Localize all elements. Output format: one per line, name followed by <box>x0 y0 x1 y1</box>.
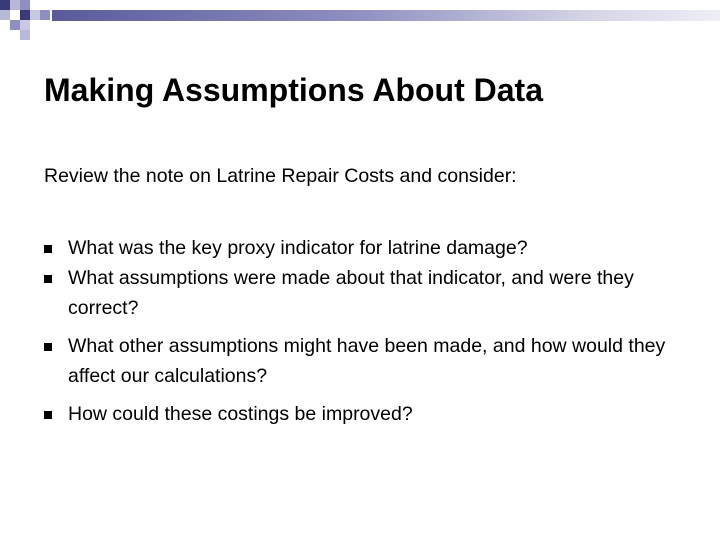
slide-title: Making Assumptions About Data <box>44 72 543 108</box>
bullet-item <box>44 233 684 263</box>
square-bullet-icon <box>44 411 52 419</box>
bullet-text: What was the key proxy indicator for latrine damage? <box>68 237 528 259</box>
banner-square-icon <box>30 10 40 20</box>
banner-square-icon <box>0 0 10 10</box>
banner-square-icon <box>20 20 30 30</box>
bullet-item <box>44 263 684 323</box>
bullet-item <box>44 331 684 391</box>
intro-text: Review the note on Latrine Repair Costs and consider: <box>44 165 517 187</box>
bullet-list <box>44 233 684 429</box>
bullet-text: How could these costings be improved? <box>68 403 413 425</box>
banner-square-icon <box>20 10 30 20</box>
banner-square-icon <box>20 0 30 10</box>
square-bullet-icon <box>44 343 52 351</box>
banner-square-icon <box>10 0 20 10</box>
bullet-text: What other assumptions might have been made, and how would they affect our calculations? <box>68 335 666 387</box>
banner-square-icon <box>0 10 10 20</box>
decorative-banner <box>0 0 720 40</box>
square-bullet-icon <box>44 275 52 283</box>
banner-square-icon <box>20 30 30 40</box>
bullet-item <box>44 399 684 429</box>
bullet-text: What assumptions were made about that indicator, and were they correct? <box>68 267 634 319</box>
banner-square-icon <box>40 10 50 20</box>
banner-gradient-bar <box>52 10 720 21</box>
banner-square-icon <box>10 20 20 30</box>
square-bullet-icon <box>44 245 52 253</box>
